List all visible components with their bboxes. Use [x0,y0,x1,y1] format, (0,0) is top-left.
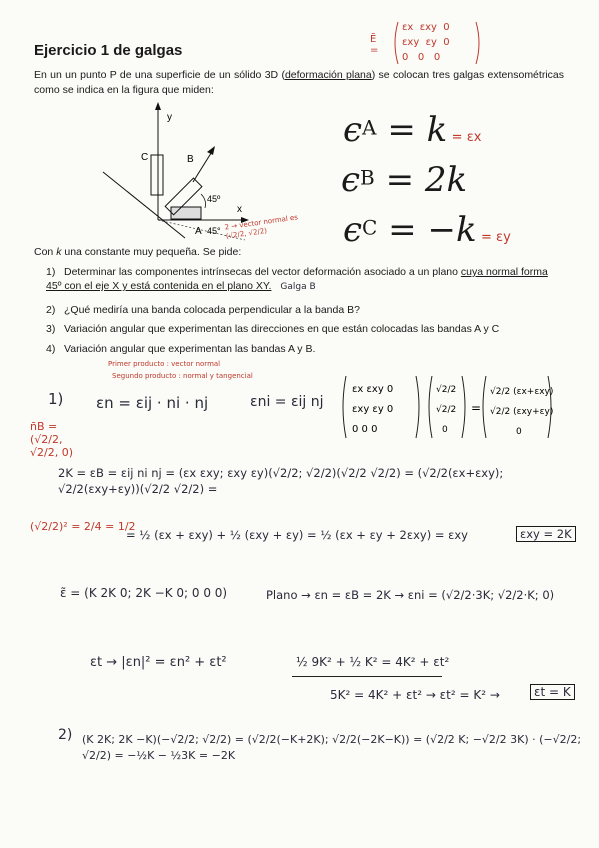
gauge-a-label: A [195,226,202,237]
svg-text:=: = [471,401,482,415]
gauge-a-angle: 45° [207,226,221,236]
tangential-line-2: ½ 9K² + ½ K² = 4K² + εt² [296,655,450,669]
strain-matrix-row: εx εxy 0 [402,22,450,33]
gauge-c-label: C [141,152,149,163]
tangential-line-3: 5K² = 4K² + εt² → εt² = K² → [330,688,500,702]
line-4: (K 2K; 2K −K)(−√2/2; √2/2) = (√2/2(−K+2K); √2/2(−2K−K)) = (√2/2 K; −√2/2 3K) · (−√2/2; √2/2) = −½K − ½3K = −2K [82,733,582,762]
strain-matrix-row: εxy εy 0 [402,37,450,48]
red-note-1: Primer producto : vector normal [108,360,221,368]
question-1: 1) Determinar las componentes intrínsecas del vector deformación asociado a un plano cuya normal forma 45º con el eje X y está contenida en el plano XY. Galga B [46,266,548,292]
line-3: = ½ (εx + εxy) + ½ (εxy + εy) = ½ (εx + εy + 2εxy) = εxy [126,528,468,542]
strain-matrix-symbol: Ẽ = [370,34,379,56]
red-note-2: Segundo producto : normal y tangencial [112,372,253,380]
fraction-note: (√2/2)² = 2/4 = 1/2 [30,520,136,533]
svg-text:εx εxy 0: εx εxy 0 [352,384,394,395]
svg-text:0: 0 [442,425,448,435]
svg-text:εxy εy 0: εxy εy 0 [352,404,394,415]
question-2: 2) ¿Qué mediría una banda colocada perpendicular a la banda B? [46,304,360,316]
underline-divider [292,676,442,677]
line-1-matrices [338,372,563,442]
line-1-label: 1) [48,390,64,408]
svg-text:0 0 0: 0 0 0 [352,424,378,435]
svg-text:√2/2 (εxy+εy): √2/2 (εxy+εy) [490,407,554,417]
line-4-label: 2) [58,727,73,743]
y-axis-label: y [167,112,172,123]
equation-c: $\epsilon^C = -k = \varepsilon y$ [343,210,511,250]
equation-a: $\epsilon^A = k = \varepsilon x$ [343,110,482,150]
tangential-line: εt → |εn|² = εn² + εt² [90,655,227,670]
strain-matrix-row: 0 0 0 [402,52,441,63]
x-axis-label: x [237,204,242,215]
question-4: 4) Variación angular que experimentan las bandas A y B. [46,343,316,355]
condition-text: Con k una constante muy pequeña. Se pide: [34,246,242,258]
surface-line [103,172,185,238]
equation-b: $\epsilon^B = 2k$ [341,160,468,200]
exercise-title: Ejercicio 1 de galgas [34,42,183,59]
plano-line: Plano → εn = εB = 2K → εni = (√2/2·3K; √2/2·K; 0) [266,588,555,602]
line-3-result: εxy = 2K [516,526,576,542]
normal-vector-b: n̄B = (√2/2, √2/2, 0) [30,420,73,459]
strain-gauge-figure [95,100,345,250]
gauge-b-angle: 45º [207,194,221,204]
svg-text:√2/2: √2/2 [436,405,457,415]
gauge-b-arrow [207,146,215,155]
question-3: 3) Variación angular que experimentan las direcciones en que están colocadas las bandas A y C [46,323,500,335]
line-2: 2K = εB = εij ni nj = (εx εxy; εxy εy)(√2/2; √2/2)(√2/2 √2/2) = (√2/2(εx+εxy); √2/2(εxy+εy))(√2/2 √2/2) = [58,466,504,496]
tangential-result: εt = K [530,684,575,700]
gauge-c [151,155,163,195]
intro-paragraph: En un un punto P de una superficie de un sólido 3D (deformación plana) se colocan tres galgas extensométricas como se indica en la figura que miden: [34,69,564,96]
gauge-b-direction [193,150,213,182]
matrix-e: ε̃ = (K 2K 0; 2K −K 0; 0 0 0) [60,586,228,600]
svg-text:0: 0 [516,427,522,437]
line-1: εn = εij · ni · nj [96,394,209,412]
svg-text:√2/2 (εx+εxy): √2/2 (εx+εxy) [490,387,554,397]
figure-note: 2 → vector normal es (√2/2, √2/2) [224,213,299,241]
angle-arc [201,194,206,208]
svg-text:√2/2: √2/2 [436,385,457,395]
y-axis-arrow [155,102,161,110]
gauge-b-label: B [187,154,194,165]
line-1b: εni = εij nj [250,394,324,410]
